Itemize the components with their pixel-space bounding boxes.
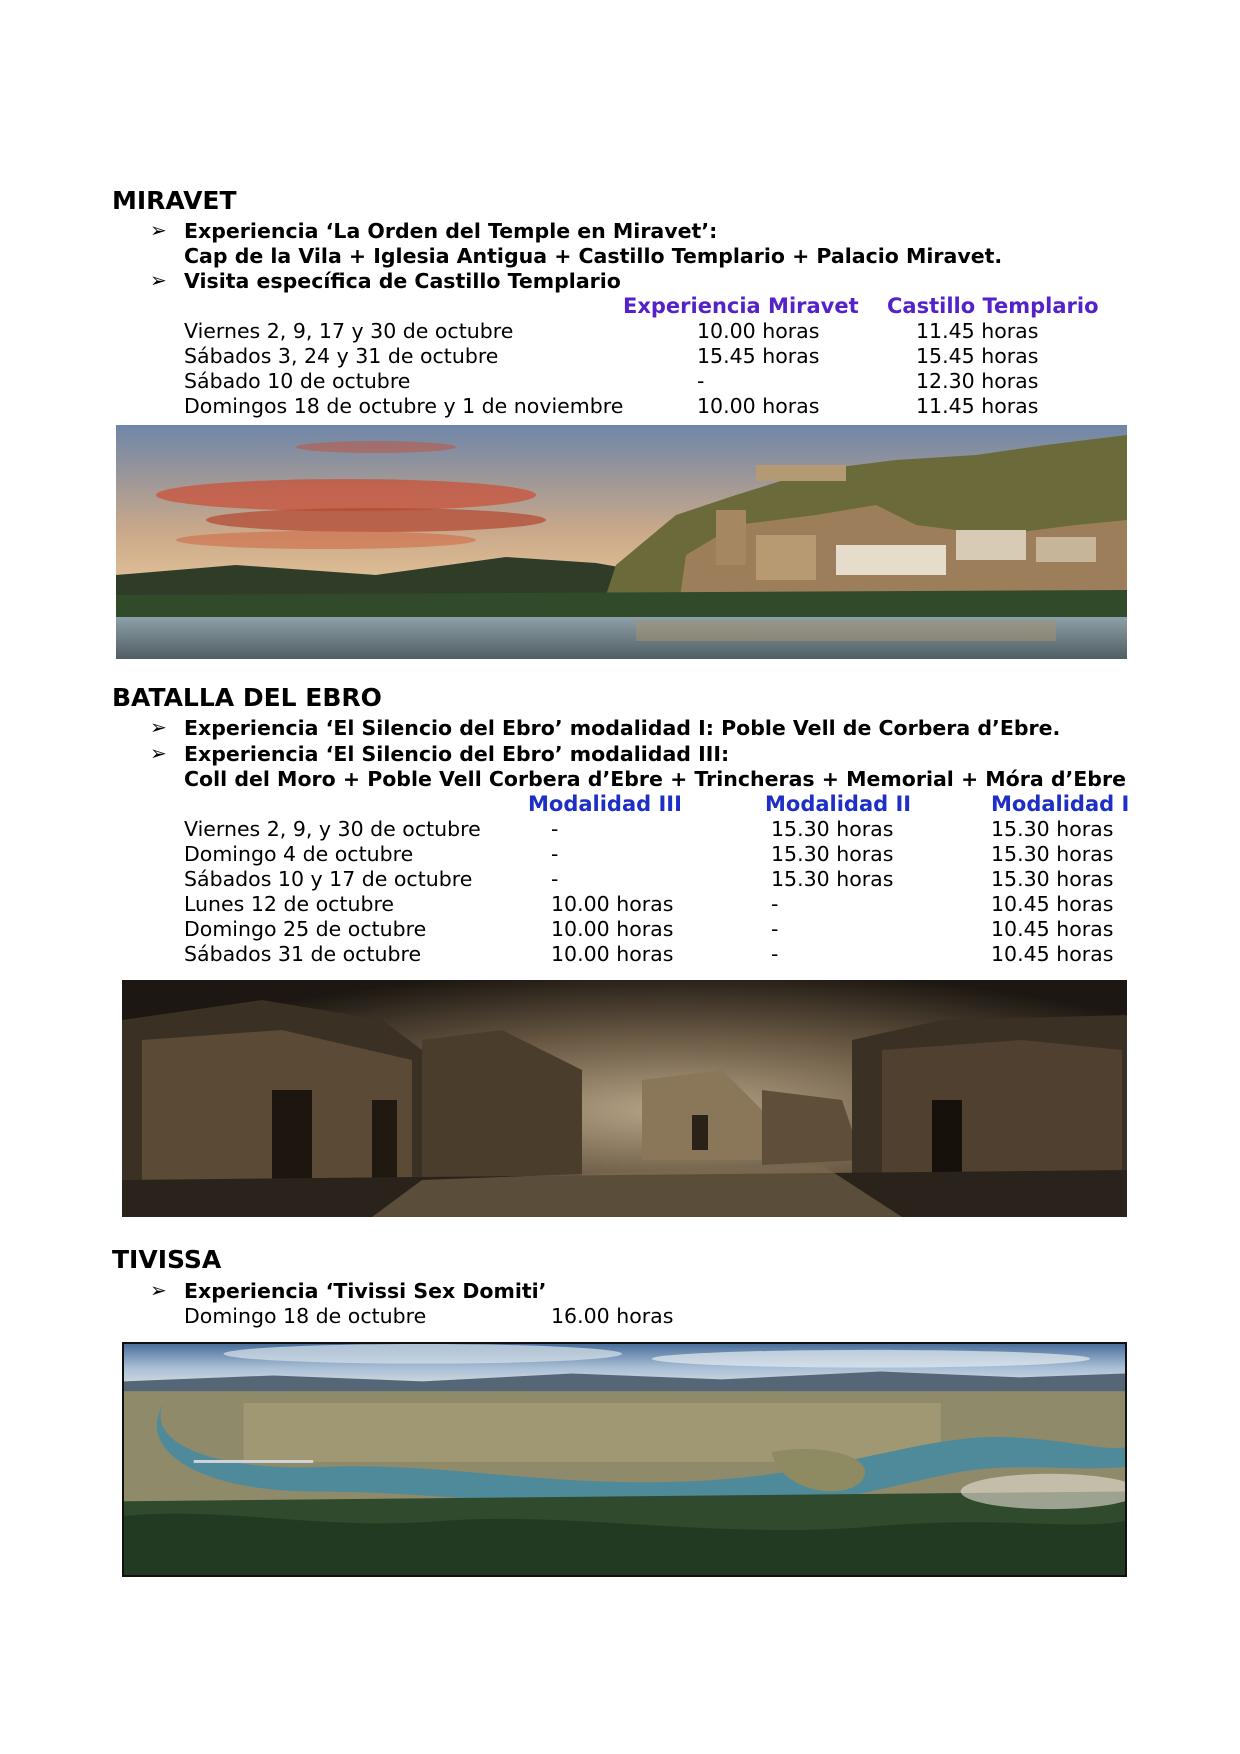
table-cell: 15.45 horas [916,344,1039,368]
table-cell: 10.00 horas [697,319,820,343]
table-row-date: Viernes 2, 9, 17 y 30 de octubre [184,319,514,343]
bullet-arrow-icon: ➢ [150,1278,167,1302]
ebro-bullet2-line2: Coll del Moro + Poble Vell Corbera d’Ebre + Trincheras + Memorial + Móra d’Ebre [184,767,1126,791]
bullet-arrow-icon: ➢ [150,741,167,765]
miravet-col-header-experiencia: Experiencia Miravet [623,294,859,318]
table-cell: 15.45 horas [697,344,820,368]
table-cell: 10.00 horas [551,942,674,966]
table-row-date: Lunes 12 de octubre [184,892,395,916]
table-row-date: Domingo 4 de octubre [184,842,414,866]
table-row-date: Domingo 25 de octubre [184,917,427,941]
ebro-bullet2-line1: Experiencia ‘El Silencio del Ebro’ modalidad III: [184,742,730,766]
ebro-bullet1: Experiencia ‘El Silencio del Ebro’ modalidad I: Poble Vell de Corbera d’Ebre. [184,716,1061,740]
ebro-title: BATALLA DEL EBRO [112,683,382,712]
table-cell: - [551,842,559,866]
table-cell: - [771,892,779,916]
table-row-date: Sábados 10 y 17 de octubre [184,867,473,891]
table-cell: - [551,867,559,891]
table-cell: 15.30 horas [771,867,894,891]
ebro-photo [122,980,1127,1217]
miravet-bullet1-line1: Experiencia ‘La Orden del Temple en Miravet’: [184,219,718,243]
table-row-date: Sábados 31 de octubre [184,942,422,966]
miravet-col-header-castillo: Castillo Templario [887,294,1099,318]
table-cell: 11.45 horas [916,394,1039,418]
bullet-arrow-icon: ➢ [150,715,167,739]
ebro-col-header-modalidad-iii: Modalidad III [528,792,682,816]
bullet-arrow-icon: ➢ [150,268,167,292]
table-cell: 10.00 horas [697,394,820,418]
table-cell: - [551,817,559,841]
bullet-arrow-icon: ➢ [150,218,167,242]
table-cell: 11.45 horas [916,319,1039,343]
table-cell: 15.30 horas [771,842,894,866]
table-row-date: Domingos 18 de octubre y 1 de noviembre [184,394,624,418]
table-row-date: Sábado 10 de octubre [184,369,411,393]
table-cell: - [697,369,705,393]
table-cell: - [771,917,779,941]
table-cell: 12.30 horas [916,369,1039,393]
ebro-col-header-modalidad-i: Modalidad I [991,792,1130,816]
table-row-date: Viernes 2, 9, y 30 de octubre [184,817,481,841]
table-row-date: Sábados 3, 24 y 31 de octubre [184,344,499,368]
ebro-col-header-modalidad-ii: Modalidad II [765,792,912,816]
table-cell: 10.00 horas [551,892,674,916]
table-cell: 10.45 horas [991,942,1114,966]
table-cell: 15.30 horas [771,817,894,841]
tivissa-bullet1: Experiencia ‘Tivissi Sex Domiti’ [184,1279,547,1303]
table-cell: 10.00 horas [551,917,674,941]
table-row-date: Domingo 18 de octubre [184,1304,427,1328]
table-cell: 16.00 horas [551,1304,674,1328]
table-cell: 15.30 horas [991,842,1114,866]
table-cell: 15.30 horas [991,817,1114,841]
table-cell: 10.45 horas [991,892,1114,916]
miravet-title: MIRAVET [112,186,237,215]
tivissa-title: TIVISSA [112,1245,222,1274]
miravet-bullet2: Visita específica de Castillo Templario [184,269,621,293]
tivissa-photo [122,1342,1127,1577]
table-cell: - [771,942,779,966]
table-cell: 15.30 horas [991,867,1114,891]
table-cell: 10.45 horas [991,917,1114,941]
miravet-bullet1-line2: Cap de la Vila + Iglesia Antigua + Castillo Templario + Palacio Miravet. [184,244,1003,268]
miravet-photo [116,425,1127,659]
